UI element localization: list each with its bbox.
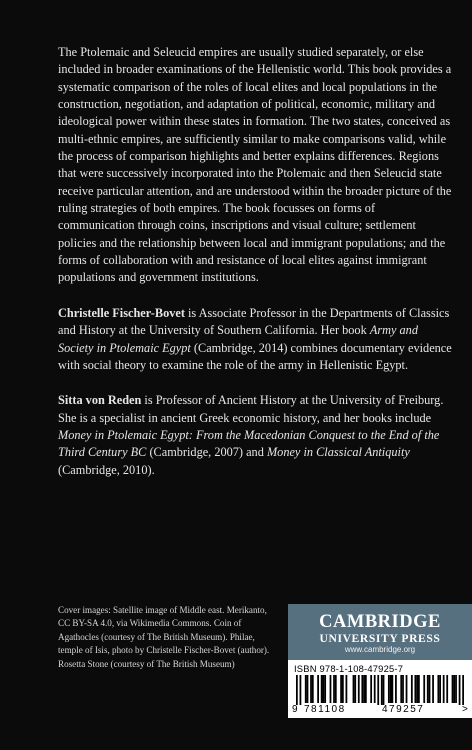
barcode-bar: [462, 675, 464, 705]
book-description: The Ptolemaic and Seleucid empires are usually studied separately, or else included in broader examinations of the Hellenistic world. This book provides a systematic comparison of the roles of local elites and local populations in the construction, negotiation, and adaptation of political, economic, military and ideological power within these states in formation. The two states, conceived as multi-ethnic empires, are sufficiently similar to make comparisons valid, while the process of comparison highlights and better explains differences. Regions that were successively incorporated into the Ptolemaic and then Seleucid state receive particular attention, and are understood within the broader picture of the ruling strategies of both empires. The book focusses on forms of communication through coins, inscriptions and visual culture; settlement policies and the relationship between local and immigrant populations; and the forms of collaboration with and resistance of local elites against immigrant populations and government institutions.: [58, 45, 452, 285]
barcode-bar: [437, 675, 439, 703]
author-bio-1-text-b: (Cambridge, 2014) combines documentary evidence with social theory to examine the role of the army in Hellenistic Egypt.: [58, 340, 452, 372]
barcode-bar: [361, 675, 363, 703]
barcode-bar: [365, 675, 367, 703]
barcode-bar: [459, 675, 461, 705]
cover-image-credits: Cover images: Satellite image of Middle east. Merikanto, CC BY-SA 4.0, via Wikimedia Commons. Coin of Agathocles (courtesy of The British Museum). Philae, temple of Isis, photo by Christelle Fischer-Bovet (author). Rosetta Stone (courtesy of The British Museum): [58, 605, 270, 669]
barcode-bar: [323, 675, 325, 703]
publisher-name: CAMBRIDGE: [319, 612, 441, 632]
publisher-url: www.cambridge.org: [344, 645, 416, 654]
author-1-book-title: Army and Society in Ptolemaic Egypt: [58, 323, 418, 355]
barcode-bar: [443, 675, 445, 703]
author-bio-1: [58, 305, 454, 374]
barcode-digit-first: 9: [292, 704, 298, 715]
barcode-bar: [400, 675, 402, 703]
barcode-bar: [330, 675, 332, 703]
author-bio-2: [58, 392, 454, 479]
barcode-bar: [427, 675, 429, 703]
barcode-bar: [370, 675, 372, 703]
author-name-2: Sitta von Reden: [58, 393, 142, 408]
author-2-book-title-1: Money in Ptolemaic Egypt: From the Macedonian Conquest to the End of the Third Century BC: [58, 427, 440, 460]
barcode-bar: [307, 675, 309, 703]
barcode-bar: [391, 675, 393, 703]
barcode-bar: [300, 675, 302, 705]
barcode-bar: [340, 675, 342, 703]
barcode-panel: [288, 660, 472, 718]
barcode-bar: [358, 675, 360, 703]
barcode-bar: [406, 675, 408, 703]
author-bio-1-text-a: is Associate Professor in the Departments of Classics and History at the University of Southern California. Her book: [58, 305, 450, 338]
back-cover-text: [58, 44, 454, 479]
barcode-bar: [416, 675, 418, 703]
barcode-arrow: >: [462, 704, 468, 715]
barcode-bar: [423, 675, 425, 703]
barcode-bar: [346, 675, 348, 703]
barcode-bar: [439, 675, 441, 703]
barcode-bar: [305, 675, 307, 703]
barcode-bar: [388, 675, 390, 703]
barcode-bar: [374, 675, 376, 703]
publisher-press: UNIVERSITY PRESS: [319, 632, 441, 645]
barcode-bar: [342, 675, 344, 703]
barcode-bar: [383, 675, 385, 705]
barcode-bar: [353, 675, 355, 703]
author-bio-2-text-c: (Cambridge, 2010).: [58, 462, 155, 477]
barcode-bar: [402, 675, 404, 703]
barcode-bar: [453, 675, 455, 703]
publisher-block: [288, 604, 472, 718]
author-2-book-title-2: Money in Classical Antiquity: [266, 445, 410, 460]
barcode-bar: [317, 675, 319, 703]
barcode-bar: [414, 675, 416, 703]
barcode-bar: [363, 675, 365, 703]
barcode-bar: [333, 675, 335, 703]
barcode-bar: [321, 675, 323, 703]
barcode-bar: [310, 675, 312, 703]
barcode-bar: [446, 675, 448, 703]
author-bio-2-text-b: (Cambridge, 2007) and: [146, 445, 267, 460]
barcode-graphic: [296, 675, 464, 705]
author-name-1: Christelle Fischer-Bovet: [58, 305, 185, 320]
barcode-bar: [395, 675, 397, 703]
barcode-bar: [455, 675, 457, 703]
author-bio-2-text-a: is Professor of Ancient History at the University of Freiburg. She is a specialist in ancient Greek economic history, and her books include: [58, 393, 444, 425]
barcode-bar: [390, 675, 392, 703]
barcode-digits-left: 781108: [304, 704, 346, 715]
barcode-bar: [324, 675, 326, 703]
barcode-bar: [411, 675, 413, 703]
barcode-bar: [432, 675, 434, 703]
barcode-bar: [296, 675, 298, 705]
isbn-label: ISBN 978-1-108-47925-7: [294, 663, 404, 674]
barcode-bar: [312, 675, 314, 703]
barcode-bar: [335, 675, 337, 703]
barcode-bar: [429, 675, 431, 703]
barcode-bar: [354, 675, 356, 703]
barcode-digits-right: 479257: [382, 704, 425, 715]
barcode-bar: [452, 675, 454, 703]
barcode-bar: [377, 675, 379, 705]
barcode-bar: [381, 675, 383, 705]
barcode-bar: [418, 675, 420, 703]
